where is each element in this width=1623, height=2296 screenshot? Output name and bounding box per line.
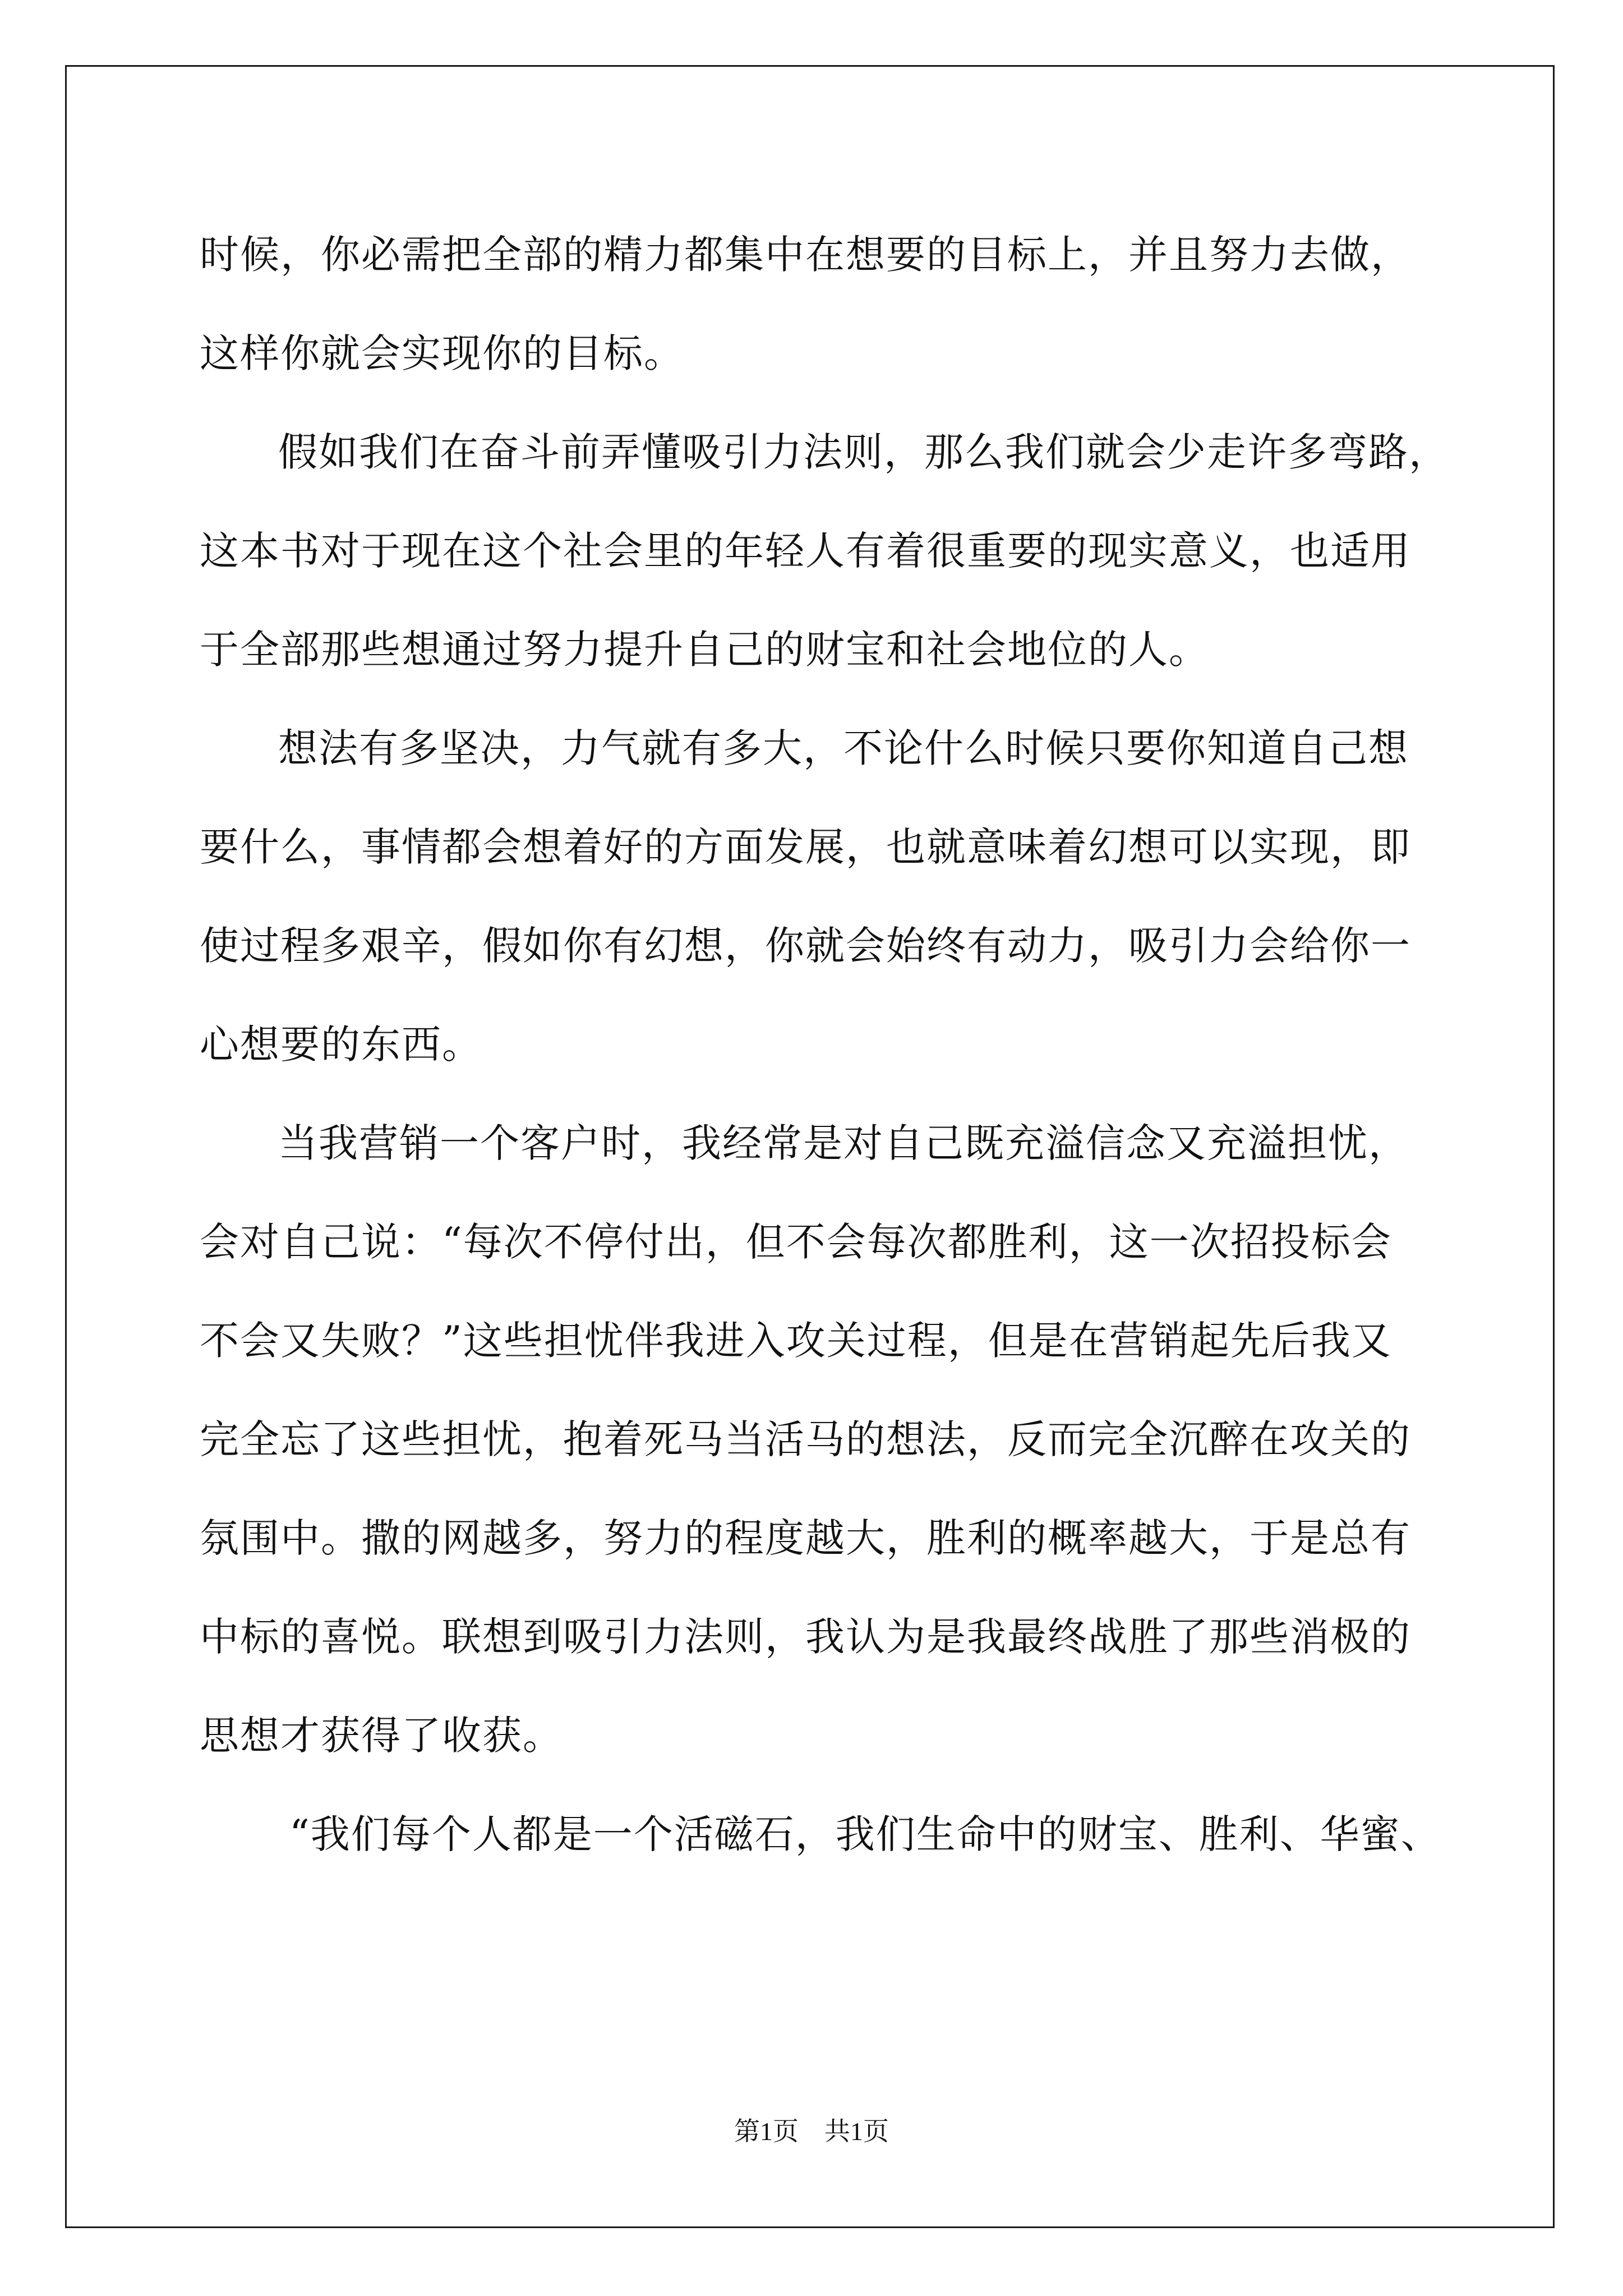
document-body: [200, 205, 1449, 1884]
text-line: 氛围中。撒的网越多，努力的程度越大，胜利的概率越大，于是总有: [200, 1515, 1411, 1561]
text-line: 这本书对于现在这个社会里的年轻人有着很重要的现实意义，也适用: [200, 528, 1411, 574]
text-line: 完全忘了这些担忧，抱着死马当活马的想法，反而完全沉醉在攻关的: [200, 1416, 1411, 1462]
text-line: 时候，你必需把全部的精力都集中在想要的目标上，并且努力去做，: [200, 232, 1411, 278]
text-line: 中标的喜悦。联想到吸引力法则，我认为是我最终战胜了那些消极的: [200, 1614, 1411, 1660]
paragraph-start: 想法有多坚决，力气就有多大，不论什么时候只要你知道自己想: [278, 725, 1409, 771]
text-line: 使过程多艰辛，假如你有幻想，你就会始终有动力，吸引力会给你一: [200, 923, 1411, 969]
text-line: 心想要的东西。: [200, 1022, 482, 1068]
text-line: 要什么，事情都会想着好的方面发展，也就意味着幻想可以实现，即: [200, 824, 1411, 870]
text-line: 于全部那些想通过努力提升自己的财宝和社会地位的人。: [200, 627, 1209, 673]
page-number-footer: 第1页 共1页: [734, 2117, 889, 2146]
paragraph-start: “我们每个人都是一个活磁石，我们生命中的财宝、胜利、华蜜、: [289, 1811, 1441, 1857]
text-line: 不会又失败？”这些担忧伴我进入攻关过程，但是在营销起先后我又: [200, 1318, 1392, 1364]
text-line: 思想才获得了收获。: [200, 1713, 563, 1759]
text-line: 会对自己说：“每次不停付出，但不会每次都胜利，这一次招投标会: [200, 1219, 1392, 1265]
paragraph-start: 当我营销一个客户时，我经常是对自己既充溢信念又充溢担忧，: [278, 1120, 1409, 1166]
text-line: 这样你就会实现你的目标。: [200, 330, 684, 376]
paragraph-start: 假如我们在奋斗前弄懂吸引力法则，那么我们就会少走许多弯路，: [278, 429, 1449, 475]
